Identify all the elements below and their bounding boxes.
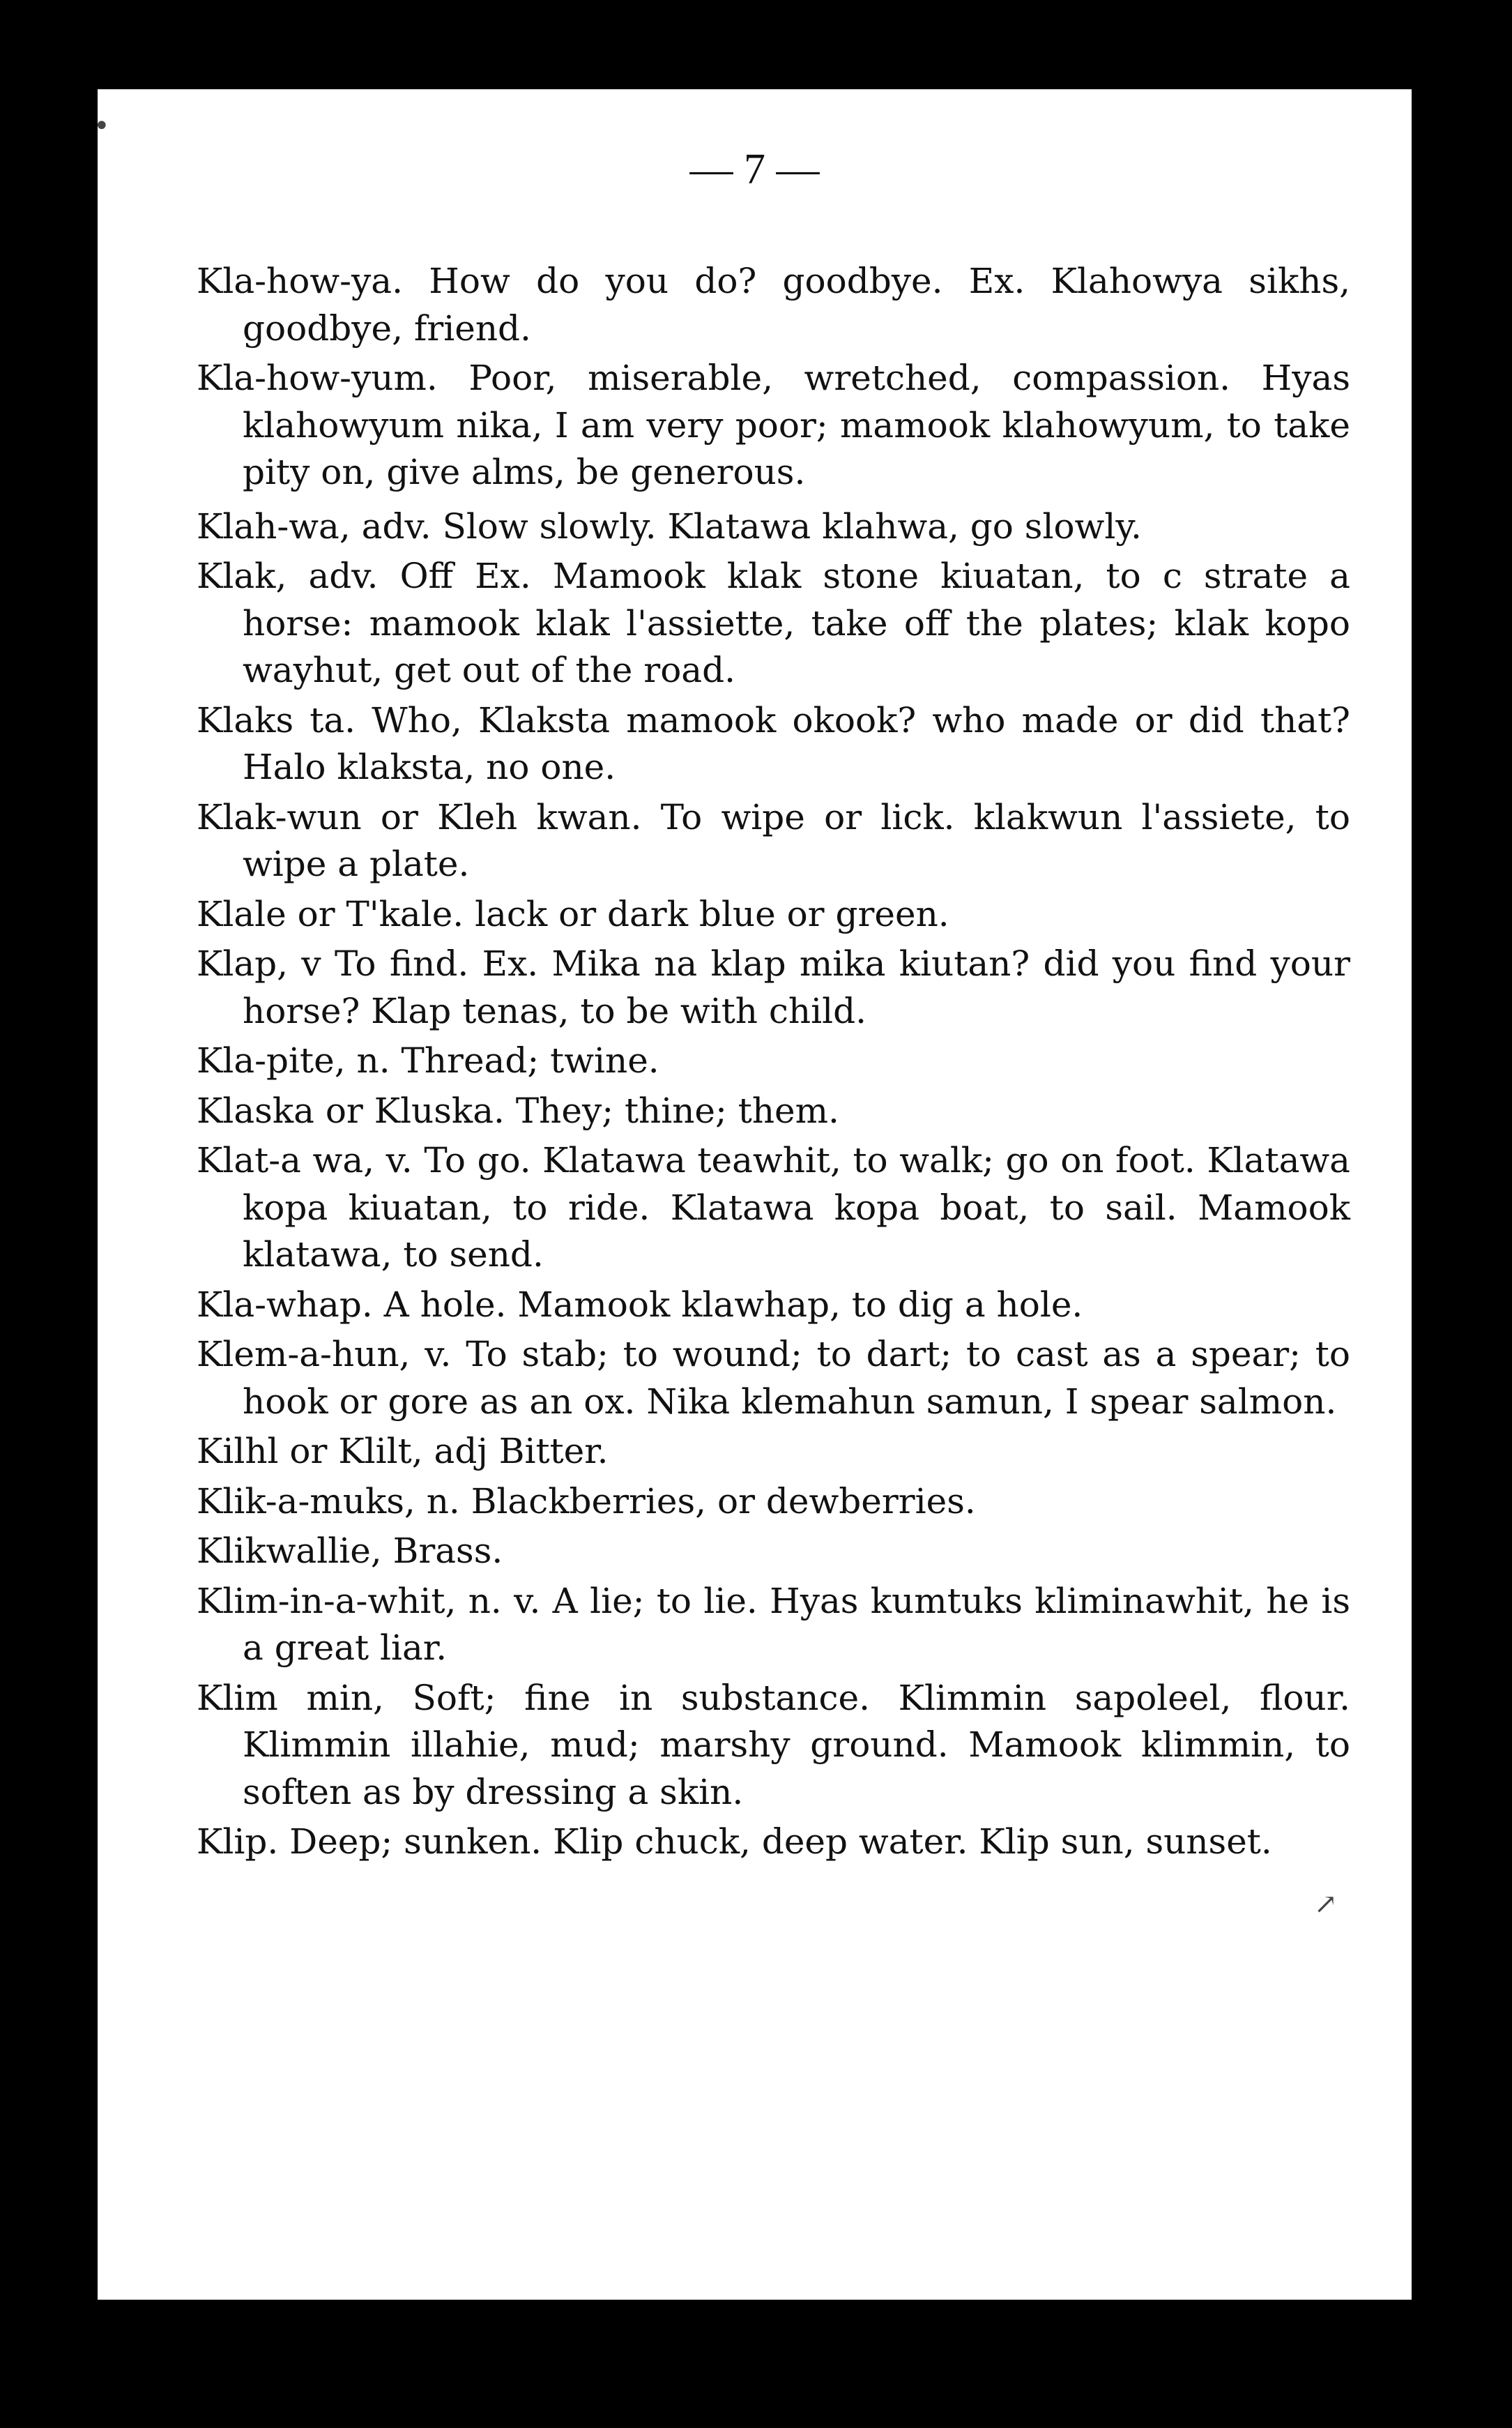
dictionary-entry: Kla-whap. A hole. Mamook klawhap, to dig a hole. bbox=[197, 1284, 1083, 1325]
dictionary-entry: Klim min, Soft; fine in substance. Klimmin sapoleel, flour. Klimmin illahie, mud; marshy ground. Mamook klimmin, to soften as by dressing a skin. bbox=[197, 1677, 1350, 1812]
stray-mark: ↗ bbox=[1314, 1888, 1338, 1920]
dictionary-entry: Klah-wa, adv. Slow slowly. Klatawa klahwa, go slowly. bbox=[197, 506, 1142, 547]
dictionary-entry: Klem-a-hun, v. To stab; to wound; to dart; to cast as a spear; to hook or gore as an ox. Nika klemahun samun, I spear salmon. bbox=[197, 1334, 1350, 1422]
dictionary-entry: Kla-how-yum. Poor, miserable, wretched, compassion. Hyas klahowyum nika, I am very poor; mamook klahowyum, to take pity on, give alms, be generous. bbox=[197, 358, 1350, 492]
dictionary-entry: Klap, v To find. Ex. Mika na klap mika kiutan? did you find your horse? Klap tenas, to be with child. bbox=[197, 943, 1350, 1031]
dictionary-entry: Kilhl or Klilt, adj Bitter. bbox=[197, 1431, 609, 1471]
page-number: — 7 — bbox=[689, 146, 820, 193]
dictionary-entry: Klaks ta. Who, Klaksta mamook okook? who made or did that? Halo klaksta, no one. bbox=[197, 699, 1350, 787]
stray-mark: • bbox=[93, 110, 110, 142]
dictionary-entry: Klikwallie, Brass. bbox=[197, 1531, 503, 1571]
book-page bbox=[93, 89, 1412, 2300]
dictionary-entry: Kla-pite, n. Thread; twine. bbox=[197, 1040, 659, 1081]
dictionary-entry: Klak, adv. Off Ex. Mamook klak stone kiuatan, to c strate a horse: mamook klak l'assiette, take off the plates; klak kopo wayhut, get out of the road. bbox=[197, 556, 1350, 690]
dictionary-entry: Kla-how-ya. How do you do? goodbye. Ex. Klahowya sikhs, goodbye, friend. bbox=[197, 261, 1350, 349]
dictionary-entry: Klim-in-a-whit, n. v. A lie; to lie. Hyas kumtuks kliminawhit, he is a great liar. bbox=[197, 1580, 1350, 1668]
dictionary-entry: Klat-a wa, v. To go. Klatawa teawhit, to walk; go on foot. Klatawa kopa kiuatan, to ride. Klatawa kopa boat, to sail. Mamook klatawa, to send. bbox=[197, 1140, 1350, 1275]
dictionary-entry: Klak-wun or Kleh kwan. To wipe or lick. klakwun l'assiete, to wipe a plate. bbox=[197, 796, 1350, 884]
dictionary-entry: Klale or T'kale. lack or dark blue or green. bbox=[197, 893, 949, 934]
dictionary-entry: Klip. Deep; sunken. Klip chuck, deep water. Klip sun, sunset. bbox=[197, 1821, 1272, 1862]
dictionary-entry: Klaska or Kluska. They; thine; them. bbox=[197, 1090, 839, 1131]
dictionary-entry: Klik-a-muks, n. Blackberries, or dewberries. bbox=[197, 1480, 976, 1522]
dictionary-entries bbox=[197, 258, 1350, 1866]
